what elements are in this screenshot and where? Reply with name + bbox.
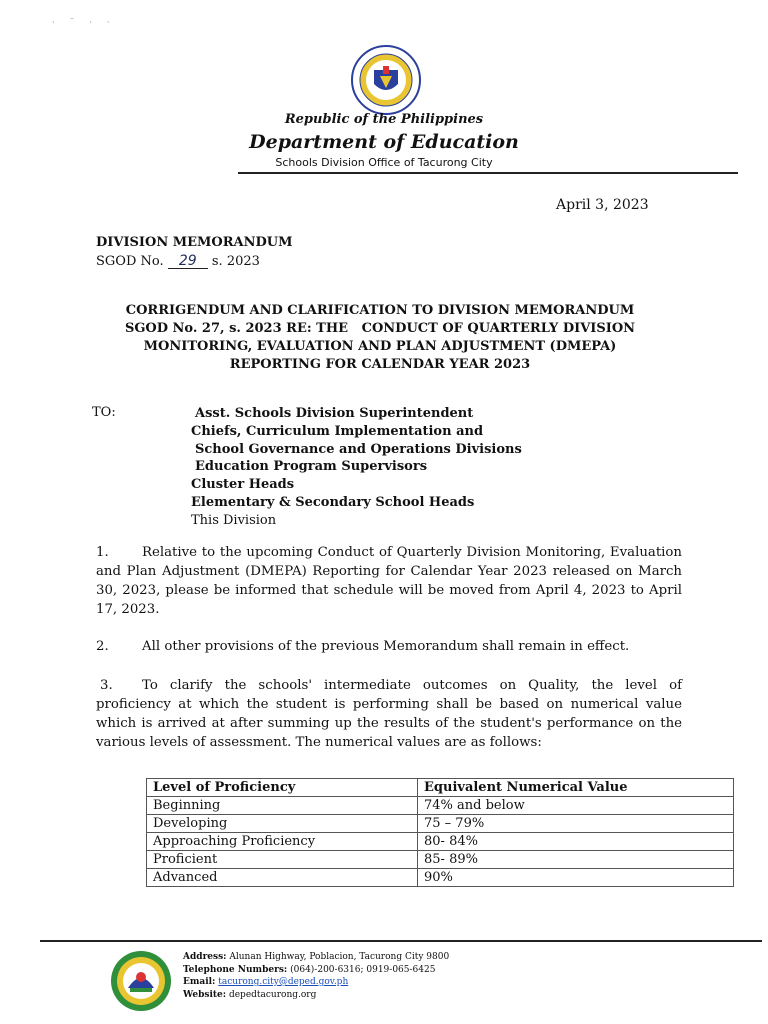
- table-cell: 74% and below: [418, 797, 734, 815]
- recipient-item: Chiefs, Curriculum Implementation and: [191, 423, 484, 439]
- recipient-item: Cluster Heads: [191, 477, 295, 493]
- recipient-item: Asst. Schools Division Superintendent: [195, 406, 474, 421]
- footer-email: Email: tacurong.city@deped.gov.ph: [183, 977, 349, 987]
- division-office-heading: Schools Division Office of Tacurong City: [275, 156, 493, 169]
- header-divider: [238, 172, 738, 174]
- recipient-closing: This Division: [191, 512, 277, 528]
- paragraph-1: [96, 543, 682, 619]
- paragraph-text: Relative to the upcoming Conduct of Quarterly Division Monitoring, Evaluation and Plan Adjustment (DMEPA) Reporting for Calendar Year 2023 released on March 30, 2023, please be informed that schedule will be moved from April 4, 2023 to April 17, 2023.: [96, 545, 682, 617]
- memo-type: DIVISION MEMORANDUM: [96, 235, 293, 250]
- website-text: depedtacurong.org: [228, 989, 317, 1000]
- table-header-row: [147, 779, 734, 797]
- column-header: Level of Proficiency: [147, 779, 418, 797]
- paragraph-text: To clarify the schools' intermediate outcomes on Quality, the level of proficiency at which the student is performing shall be based on numerical value which is arrived at after summing up the results of the student's performance on the various levels of assessment. The numerical values are as follows:: [96, 678, 682, 750]
- memo-number-line: [96, 254, 260, 269]
- recipients-label: TO:: [92, 405, 116, 420]
- paragraph-3: [96, 676, 682, 752]
- column-header: Equivalent Numerical Value: [418, 779, 734, 797]
- memo-title: [90, 302, 670, 374]
- republic-heading: Republic of the Philippines: [284, 112, 484, 127]
- memo-title-line: MONITORING, EVALUATION AND PLAN ADJUSTMENT (DMEPA): [143, 339, 617, 354]
- table-cell: 85- 89%: [418, 851, 734, 869]
- table-cell: 75 – 79%: [418, 815, 734, 833]
- scan-specks: · ˘ · ·: [52, 18, 116, 28]
- table-cell: 80- 84%: [418, 833, 734, 851]
- table-cell: Advanced: [147, 869, 418, 887]
- division-logo-icon: [110, 950, 172, 1012]
- memo-number-prefix: SGOD No.: [96, 254, 164, 269]
- footer-divider: [40, 940, 762, 942]
- table-cell: Proficient: [147, 851, 418, 869]
- table-row: [147, 851, 734, 869]
- paragraph-number: 3.: [100, 678, 113, 693]
- recipient-item: Education Program Supervisors: [195, 459, 428, 475]
- footer-contact: [183, 951, 449, 1001]
- memo-date: April 3, 2023: [556, 197, 649, 213]
- table-row: [147, 815, 734, 833]
- footer-website: Website: depedtacurong.org: [183, 989, 317, 1000]
- proficiency-table: [146, 778, 734, 887]
- recipient-item: School Governance and Operations Divisions: [195, 441, 522, 457]
- paragraph-text: All other provisions of the previous Memorandum shall remain in effect.: [142, 639, 630, 654]
- memo-series: s. 2023: [211, 254, 260, 269]
- department-heading: Department of Education: [249, 131, 519, 153]
- paragraph-number: 1.: [96, 545, 109, 560]
- table-row: [147, 797, 734, 815]
- footer-phone: Telephone Numbers: (064)-200-6316; 0919-065-6425: [183, 964, 436, 975]
- table-row: [147, 869, 734, 887]
- paragraph-2: [96, 637, 682, 656]
- memo-title-line: CORRIGENDUM AND CLARIFICATION TO DIVISION MEMORANDUM: [125, 303, 635, 318]
- footer-address: Address: Alunan Highway, Poblacion, Tacurong City 9800: [183, 952, 450, 962]
- recipient-item: Elementary & Secondary School Heads: [191, 494, 475, 510]
- memo-title-line: REPORTING FOR CALENDAR YEAR 2023: [229, 357, 531, 372]
- table-cell: Beginning: [147, 797, 418, 815]
- table-cell: 90%: [418, 869, 734, 887]
- table-cell: Developing: [147, 815, 418, 833]
- deped-seal-icon: [350, 44, 422, 116]
- paragraph-number: 2.: [96, 639, 109, 654]
- recipients-list: [191, 405, 522, 530]
- email-link[interactable]: tacurong.city@deped.gov.ph: [218, 977, 349, 987]
- memo-number-handwritten: 29: [168, 254, 208, 269]
- table-cell: Approaching Proficiency: [147, 833, 418, 851]
- memo-title-line: SGOD No. 27, s. 2023 RE: THE CONDUCT OF QUARTERLY DIVISION: [124, 321, 636, 336]
- table-row: [147, 833, 734, 851]
